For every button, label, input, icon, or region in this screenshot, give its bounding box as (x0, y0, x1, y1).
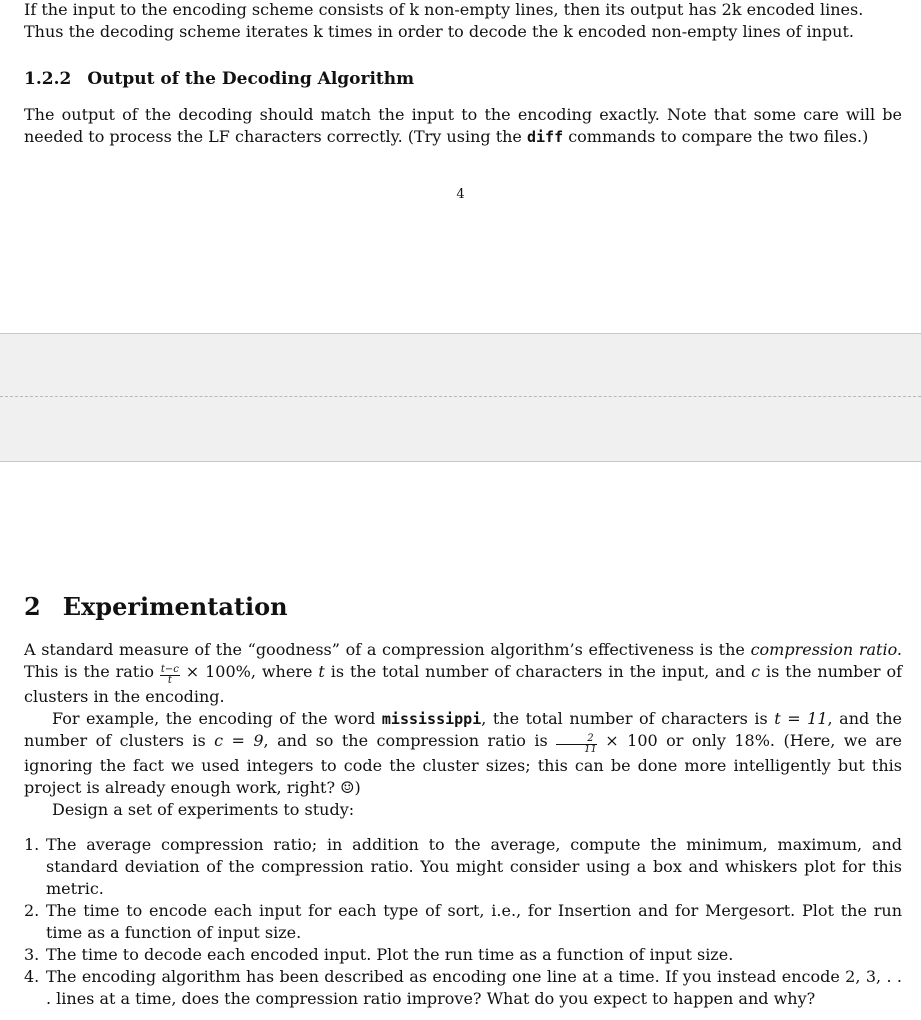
section-heading (24, 592, 288, 622)
mississippi-code: mississippi (381, 710, 482, 728)
subsection-heading (24, 68, 414, 90)
compression-ratio-paragraph: A standard measure of the “goodness” of a compression algorithm’s effectiveness is the compression ratio. This is the ratio $\frac{t-c}{t}$ × 100%, where t is the total number of characters in the input, and c is the number of clusters in the encoding. (24, 640, 903, 706)
compression-ratio-term: compression ratio. (750, 640, 903, 659)
example-paragraph: For example, the encoding of the word mississippi, the total number of characters is t = 11, and the number of clusters is c = 9, and so the compression ratio is $\frac{2}{11}$ × 100 or only 18%. (Here, we are ignoring the fact we used integers to code the cluster sizes; this can be done more intelligently but this project is already enough work, right? ☺) (24, 709, 903, 797)
output-text-2: commands to compare the two files.) (563, 127, 869, 146)
experiments-list (0, 834, 902, 1010)
intro-line-1: If the input to the encoding scheme consists of k non-empty lines, then its output has 2k encoded lines. (24, 0, 864, 19)
list-item: 1. The average compression ratio; in addition to the average, compute the minimum, maximum, and standard deviation of the compression ratio. You might consider using a box and whiskers plot for this metric. (24, 835, 902, 898)
decoding-output-paragraph (24, 104, 902, 148)
page-separator (0, 333, 921, 462)
intro-paragraph (24, 0, 902, 43)
output-text-1: The output of the decoding should match the input to the encoding exactly. Note that some care will be needed to process the LF characters correctly. (Try using the (24, 105, 902, 146)
section-title: Experimentation (62, 592, 288, 621)
section-body (24, 639, 902, 821)
page-number: 4 (456, 187, 465, 202)
page-4-bottom (0, 0, 921, 332)
subsection-title: Output of the Decoding Algorithm (87, 69, 415, 89)
intro-line-2: Thus the decoding scheme iterates k times in order to decode the k encoded non-empty lines of input. (24, 22, 854, 41)
list-item: 2. The time to encode each input for each type of sort, i.e., for Insertion and for Mergesort. Plot the run time as a function of input size. (24, 901, 902, 942)
page-5-top (0, 462, 921, 1020)
ratio-fraction: $\frac{t-c}{t}$ (160, 664, 179, 686)
subsection-number: 1.2.2 (24, 69, 72, 89)
diff-code: diff (526, 128, 564, 146)
design-paragraph: Design a set of experiments to study: (52, 800, 355, 819)
list-item: 4. The encoding algorithm has been described as encoding one line at a time. If you instead encode 2, 3, . . . lines at a time, does the compression ratio improve? What do you expect to happen and why? (24, 967, 902, 1008)
section-number: 2 (24, 592, 41, 621)
list-item: 3. The time to decode each encoded input. Plot the run time as a function of input size. (24, 945, 734, 964)
example-fraction: $\frac{2}{11}$ (556, 734, 597, 755)
page-break-line (0, 396, 921, 397)
experiments-list-block (0, 834, 902, 1010)
